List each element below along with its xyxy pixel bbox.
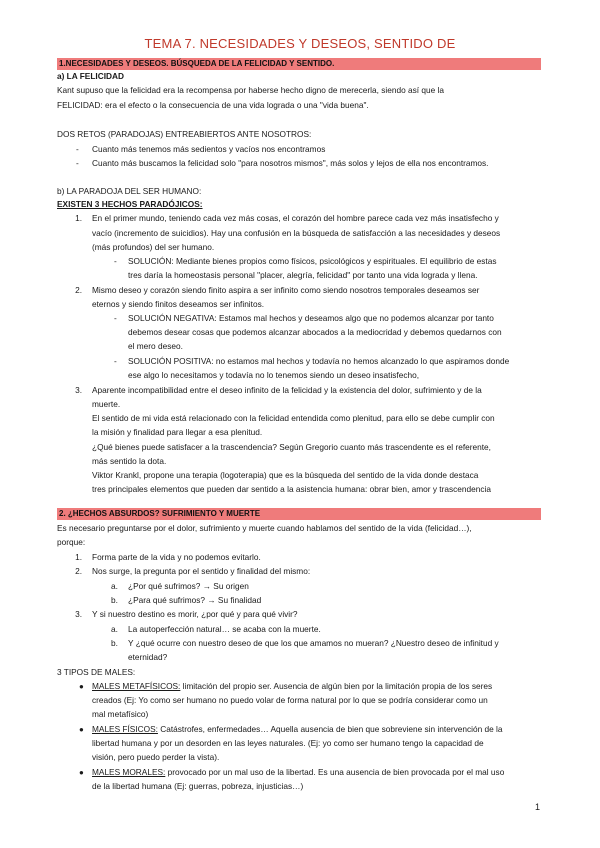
point-1: Forma parte de la vida y no podemos evitarlo. — [92, 552, 261, 562]
section-2-header: 2. ¿HECHOS ABSURDOS? SUFRIMIENTO Y MUERTE — [57, 508, 541, 520]
male-metafisico-label: MALES METAFÍSICOS: — [92, 681, 181, 691]
hecho-2-negative-line-3: el mero deseo. — [128, 341, 183, 351]
hecho-3-para-1-line-1: El sentido de mi vida está relacionado con la felicidad entendida como plenitud, para ello se debe cumplir con — [92, 413, 495, 423]
male-fisico-line-1: MALES FÍSICOS: Catástrofes, enfermedades… Aquella ausencia de bien que sobreviene sin intervención de la — [92, 724, 503, 734]
hecho-1-line-2: vacío (incremento de suicidios). Hay una confusión en la búsqueda de satisfacción a las necesidades y deseos — [92, 228, 501, 238]
male-moral-line-2: de la libertad humana (Ej: guerras, pobreza, injusticias…) — [92, 781, 304, 791]
male-metafisico-line-2: creados (Ej: Yo como ser humano no puedo volar de forma natural por lo que se podría considerar como un — [92, 695, 488, 705]
bullet-icon: ● — [79, 682, 84, 691]
hecho-3-para-2-line-1: ¿Qué bienes puede satisfacer a la trascendencia? Según Gregorio cuanto más trascendente es el referente, — [92, 442, 491, 452]
retos-heading: DOS RETOS (PARADOJAS) ENTREABIERTOS ANTE NOSOTROS: — [57, 129, 312, 139]
male-fisico-line-2: libertad humana y por un desorden en las leyes naturales. (Ej: yo como ser humano tengo la capacidad de — [92, 738, 484, 748]
dash-bullet: - — [114, 313, 117, 323]
list-number: 1. — [75, 213, 82, 223]
reto-item: Cuanto más tenemos más sedientos y vacíos nos encontramos — [92, 144, 326, 154]
dash-bullet: - — [76, 158, 79, 168]
list-letter: b. — [111, 638, 118, 648]
point-3: Y si nuestro destino es morir, ¿por qué y para qué vivir? — [92, 609, 298, 619]
hecho-1-line-3: (más profundos) del ser humano. — [92, 242, 215, 252]
point-2b: ¿Para qué sufrimos? → Su finalidad — [128, 595, 262, 605]
point-2a: ¿Por qué sufrimos? → Su origen — [128, 581, 249, 591]
hecho-3-para-3-line-2: tres principales elementos que pueden dar sentido a la asistencia humana: obrar bien, amor y trascendencia — [92, 484, 491, 494]
list-number: 3. — [75, 385, 82, 395]
section-2-intro-line-1: Es necesario preguntarse por el dolor, sufrimiento y muerte cuando hablamos del sentido de la vida (felicidad…), — [57, 523, 472, 533]
hecho-1-solution-line-1: SOLUCIÓN: Mediante bienes propios como físicos, psicológicos y espirituales. El equilibrio de estas — [128, 256, 497, 266]
section-1-header: 1.NECESIDADES Y DESEOS. BÚSQUEDA DE LA FELICIDAD Y SENTIDO. — [57, 58, 541, 70]
hecho-1-solution-line-2: tres daría la homeostasis personal "placer, alegría, felicidad" por tanto una vida lograda y llena. — [128, 270, 478, 280]
hecho-2-positive-line-1: SOLUCIÓN POSITIVA: no estamos mal hechos y todavía no hemos alcanzado lo que aspiramos donde — [128, 356, 510, 366]
point-3b-line-1: Y ¿qué ocurre con nuestro deseo de que los que amamos no mueran? ¿Nuestro deseo de infinitud y — [128, 638, 499, 648]
hecho-2-line-1: Mismo deseo y corazón siendo finito aspira a ser infinito como siendo nosotros temporales deseamos ser — [92, 285, 480, 295]
list-number: 2. — [75, 285, 82, 295]
hecho-3-para-1-line-2: la misión y finalidad para llegar a esa plenitud. — [92, 427, 263, 437]
point-3a: La autoperfección natural… se acaba con la muerte. — [128, 624, 321, 634]
felicidad-text-line-1: Kant supuso que la felicidad era la recompensa por haberse hecho digno de merecerla, siendo así que la — [57, 85, 444, 95]
hecho-3-para-3-line-1: Viktor Krankl, propone una terapia (logoterapia) que es la búsqueda del sentido de la vida donde destaca — [92, 470, 479, 480]
felicidad-heading: a) LA FELICIDAD — [57, 71, 124, 81]
hechos-subheading: EXISTEN 3 HECHOS PARADÓJICOS: — [57, 199, 203, 209]
list-number: 3. — [75, 609, 82, 619]
male-metafisico-line-3: mal metafísico) — [92, 709, 149, 719]
list-number: 2. — [75, 566, 82, 576]
hecho-1-line-1: En el primer mundo, teniendo cada vez más cosas, el corazón del hombre parece cada vez más insatisfecho y — [92, 213, 499, 223]
page-number: 1 — [534, 802, 540, 812]
hecho-3-line-1: Aparente incompatibilidad entre el deseo infinito de la felicidad y la existencia del dolor, sufrimiento y de la — [92, 385, 482, 395]
point-2: Nos surge, la pregunta por el sentido y finalidad del mismo: — [92, 566, 311, 576]
hecho-3-para-2-line-2: más sentido la dota. — [92, 456, 167, 466]
felicidad-text-line-2: FELICIDAD: era el efecto o la consecuencia de una vida lograda o una "vida buena". — [57, 100, 369, 110]
male-moral-line-1: MALES MORALES: provocado por un mal uso de la libertad. Es una ausencia de bien provocada por el mal uso — [92, 767, 505, 777]
hecho-2-positive-line-2: ese algo lo necesitamos y todavía no lo tenemos siendo un deseo insatisfecho, — [128, 370, 420, 380]
male-metafisico-line-1: MALES METAFÍSICOS: limitación del propio ser. Ausencia de algún bien por la limitación propia de los seres — [92, 681, 493, 691]
list-letter: a. — [111, 624, 118, 634]
bullet-icon: ● — [79, 768, 84, 777]
list-number: 1. — [75, 552, 82, 562]
paradoja-heading: b) LA PARADOJA DEL SER HUMANO: — [57, 186, 202, 196]
males-heading: 3 TIPOS DE MALES: — [57, 667, 136, 677]
dash-bullet: - — [114, 356, 117, 366]
section-2-intro-line-2: porque: — [57, 537, 86, 547]
male-fisico-label: MALES FÍSICOS: — [92, 724, 158, 734]
list-letter: b. — [111, 595, 118, 605]
male-fisico-line-3: visión, pero puedo perder la vista). — [92, 752, 220, 762]
hecho-2-line-2: eternos y siendo finitos deseamos ser infinitos. — [92, 299, 265, 309]
list-letter: a. — [111, 581, 118, 591]
bullet-icon: ● — [79, 725, 84, 734]
hecho-2-negative-line-2: debemos desear cosas que podemos alcanzar abocados a la mediocridad y debemos quedarnos con — [128, 327, 502, 337]
dash-bullet: - — [76, 144, 79, 154]
hecho-3-line-2: muerte. — [92, 399, 121, 409]
reto-item: Cuanto más buscamos la felicidad solo "para nosotros mismos", más solos y lejos de ella nos encontramos. — [92, 158, 489, 168]
point-3b-line-2: eternidad? — [128, 652, 168, 662]
hecho-2-negative-line-1: SOLUCIÓN NEGATIVA: Estamos mal hechos y deseamos algo que no podemos alcanzar por tanto — [128, 313, 494, 323]
male-moral-label: MALES MORALES: — [92, 767, 166, 777]
page-title: TEMA 7. NECESIDADES Y DESEOS, SENTIDO DE — [144, 36, 456, 51]
dash-bullet: - — [114, 256, 117, 266]
